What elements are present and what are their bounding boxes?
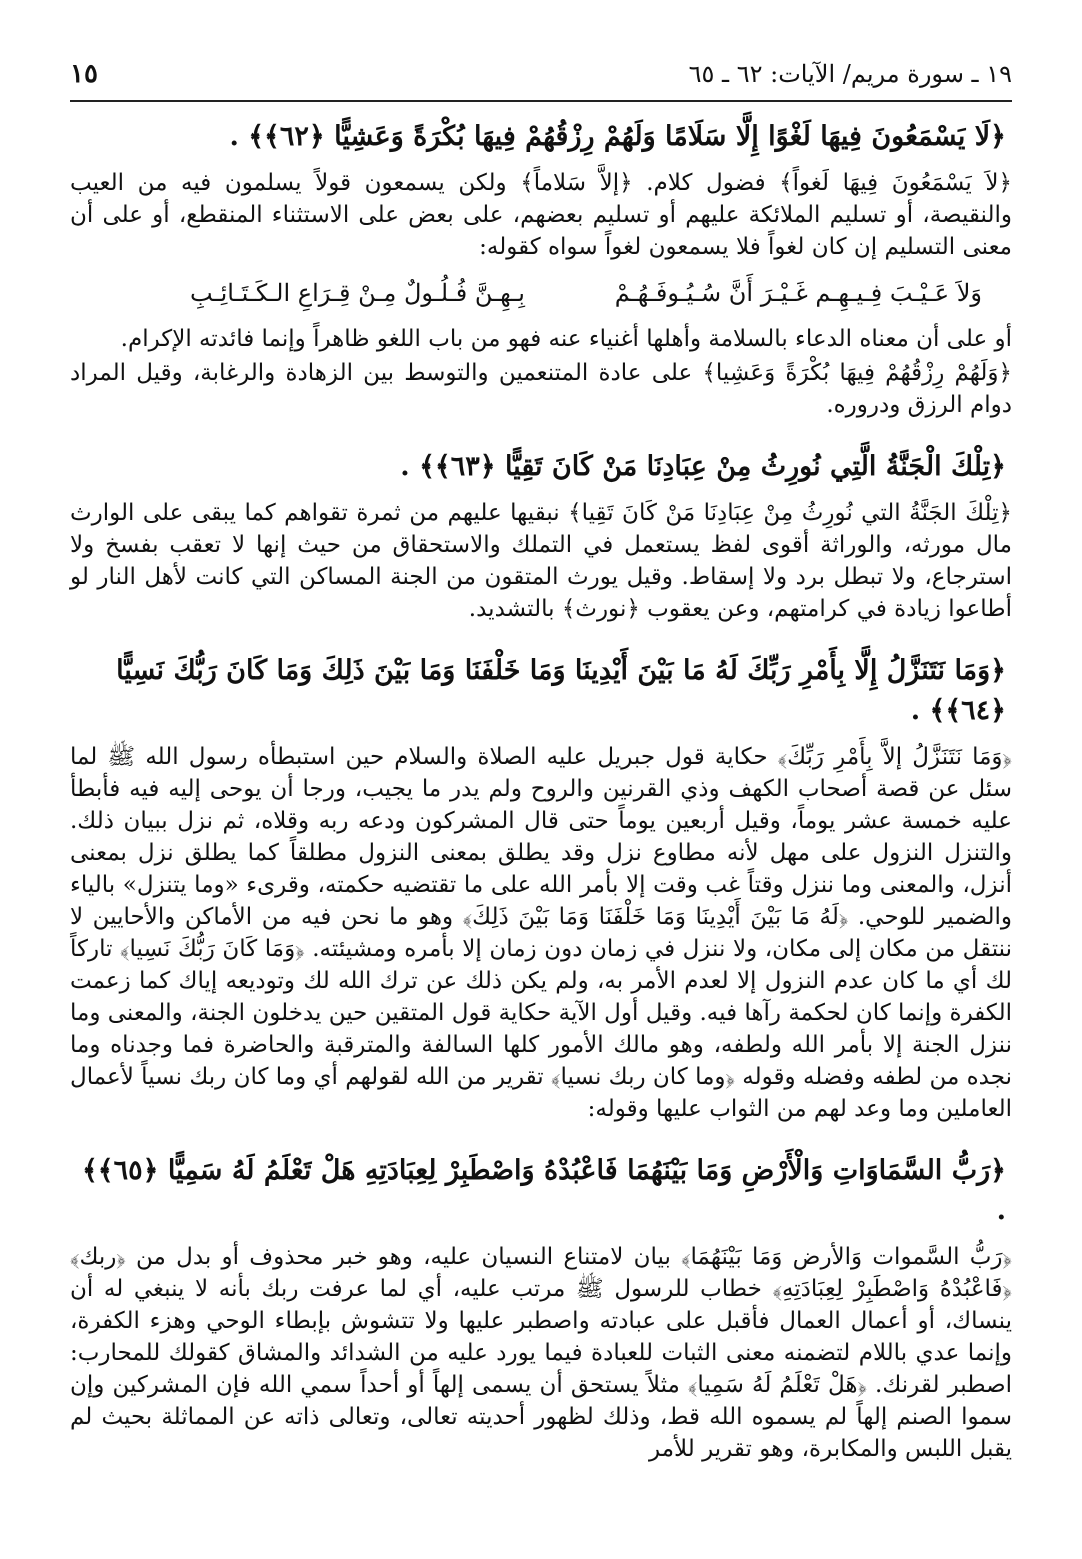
- commentary-paragraph: ﴿وَلَهُمْ رِزْقُهُمْ فِيهَا بُكْرَةً وَعَشِيا﴾ على عادة المتنعمين والتوسط بين الزهادة والرغابة، وقيل المراد دوام الرزق ودروره.: [70, 360, 1012, 418]
- page-body: [70, 105, 1012, 1467]
- commentary-paragraph: أو على أن معناه الدعاء بالسلامة وأهلها أغنياء عنه فهو من باب اللغو ظاهراً وإنما فائدته الإكرام.: [120, 326, 1012, 352]
- poem-first-hemistich: وَلاَ عَـيْـبَ فِـيـهِـم غَـيْـرَ أَنَّ سُـيُـوفَـهُـمْ: [614, 279, 982, 307]
- commentary-paragraph: ﴿لاَ يَسْمَعُونَ فِيهَا لَغواً﴾ فضول كلام. ﴿إلاَّ سَلاماً﴾ ولكن يسمعون قولاً يسلمون فيه من العيب والنقيصة، أو تسليم الملائكة عليهم أو تسليم بعضهم، على بعض على الاستثناء المنقطع، أو على أن معنى التسليم إن كان لغواً فلا يسمعون لغواً سواه كقوله:: [70, 170, 1012, 260]
- running-title: ١٩ ـ سورة مريم/ الآيات: ٦٢ ـ ٦٥: [688, 60, 1012, 88]
- commentary-paragraph: ﴿وَمَا نَتَنَزَّلُ إلاَّ بِأَمْرِ رَبِّكَ﴾ حكاية قول جبريل عليه الصلاة والسلام حين استبطأه رسول الله ﷺ لما سئل عن قصة أصحاب الكهف وذي القرنين والروح ولم يدر ما يجيب، ورجا أن يوحى إليه فيه فأبطأ عليه خمسة عشر يوماً، وقيل أربعين يوماً حتى قال المشركون ودعه ربه وقلاه، ثم نزل ببيان ذلك. والتنزل النزول على مهل لأنه مطاوع نزل وقد يطلق بمعنى النزول مطلقاً كما يطلق نزل بمعنى أنزل، والمعنى وما ننزل وقتاً غب وقت إلا بأمر الله على ما تقتضيه حكمته، وقرىء «وما يتنزل» بالياء والضمير للوحي. ﴿لَهُ مَا بَيْنَ أَيْدِينَا وَمَا خَلْفَنَا وَمَا بَيْنَ ذَلِكَ﴾ وهو ما نحن فيه من الأماكن والأحايين لا ننتقل من مكان إلى مكان، ولا ننزل في زمان دون زمان إلا بأمره ومشيئته. ﴿وَمَا كَانَ رَبُّكَ نَسِيا﴾ تاركاً لك أي ما كان عدم النزول إلا لعدم الأمر به، ولم يكن ذلك عن ترك الله لك وتوديعه إياك كما زعمت الكفرة وإنما كان لحكمة رآها فيه. وقيل أول الآية حكاية قول المتقين حين يدخلون الجنة، والمعنى وما ننزل الجنة إلا بأمر الله ولطفه، وهو مالك الأمور كلها السالفة والمترقبة والحاضرة فما وجدناه وما نجده من لطفه وفضله وقوله ﴿وما كان ربك نسيا﴾ تقرير من الله لقولهم أي وما كان ربك نسياً لأعمال العاملين وما وعد لهم من الثواب عليها وقوله:: [70, 744, 1012, 1122]
- verse-64: ﴿وَمَا نَتَنَزَّلُ إِلَّا بِأَمْرِ رَبِّكَ لَهُ مَا بَيْنَ أَيْدِينَا وَمَا خَلْفَنَا وَمَا بَيْنَ ذَلِكَ وَمَا كَانَ رَبُّكَ نَسِيًّا ﴿٦٤﴾﴾ .: [116, 655, 1006, 726]
- header-rule: [70, 100, 1012, 102]
- poem-second-hemistich: بِـهِـنَّ فُـلُـولٌ مِـنْ قِـرَاعِ الـكَـتَـائِـبِ: [190, 279, 525, 307]
- commentary-paragraph: ﴿تِلْكَ الجَنَّةُ التي نُورِثُ مِنْ عِبَادِنَا مَنْ كَانَ تَقِيا﴾ نبقيها عليهم من ثمرة تقواهم كما يبقى على الوارث مال مورثه، والوراثة أقوى لفظ يستعمل في التملك والاستحقاق من حيث إنها لا تعقب بفسخ ولا استرجاع، ولا تبطل برد ولا إسقاط. وقيل يورث المتقون من الجنة المساكن التي كانت لأهل النار لو أطاعوا زيادة في كرامتهم، وعن يعقوب ﴿نورث﴾ بالتشديد.: [70, 500, 1012, 622]
- verse-63: ﴿تِلْكَ الْجَنَّةُ الَّتِي نُورِثُ مِنْ عِبَادِنَا مَنْ كَانَ تَقِيًّا ﴿٦٣﴾﴾ .: [400, 451, 1006, 482]
- verse-65: ﴿رَبُّ السَّمَاوَاتِ وَالْأَرْضِ وَمَا بَيْنَهُمَا فَاعْبُدْهُ وَاصْطَبِرْ لِعِبَادَتِهِ هَلْ تَعْلَمُ لَهُ سَمِيًّا ﴿٦٥﴾﴾ .: [81, 1155, 1006, 1226]
- page-number: ١٥: [70, 59, 98, 89]
- page-header: [70, 54, 1012, 94]
- verse-62: ﴿لَا يَسْمَعُونَ فِيهَا لَغْوًا إِلَّا سَلَامًا وَلَهُمْ رِزْقُهُمْ فِيهَا بُكْرَةً وَعَشِيًّا ﴿٦٢﴾﴾ .: [229, 121, 1006, 152]
- commentary-paragraph: ﴿رَبُّ السَّموات وَالأرض وَمَا بَيْنَهُمَا﴾ بيان لامتناع النسيان عليه، وهو خبر محذوف أو بدل من ﴿ربك﴾ ﴿فَاعْبُدْهُ وَاصْطَبِرْ لِعِبَادَتِهِ﴾ خطاب للرسول ﷺ مرتب عليه، أي لما عرفت ربك بأنه لا ينبغي له أن ينساك، أو أعمال العمال فأقبل على عبادته واصطبر عليها ولا تتشوش بإبطاء الوحي وهزء الكفرة، وإنما عدي باللام لتضمنه معنى الثبات للعبادة فيما يورد عليه من الشدائد والمشاق كقولك للمحارب: اصطبر لقرنك. ﴿هَلْ تَعْلَمُ لَهُ سَمِيا﴾ مثلاً يستحق أن يسمى إلهاً أو أحداً سمي الله فإن المشركين وإن سموا الصنم إلهاً لم يسموه الله قط، وذلك لظهور أحديته تعالى، وتعالى ذاته عن المماثلة بحيث لم يقبل اللبس والمكابرة، وهو تقرير للأمر: [70, 1244, 1012, 1462]
- poem-verse: [70, 277, 1012, 309]
